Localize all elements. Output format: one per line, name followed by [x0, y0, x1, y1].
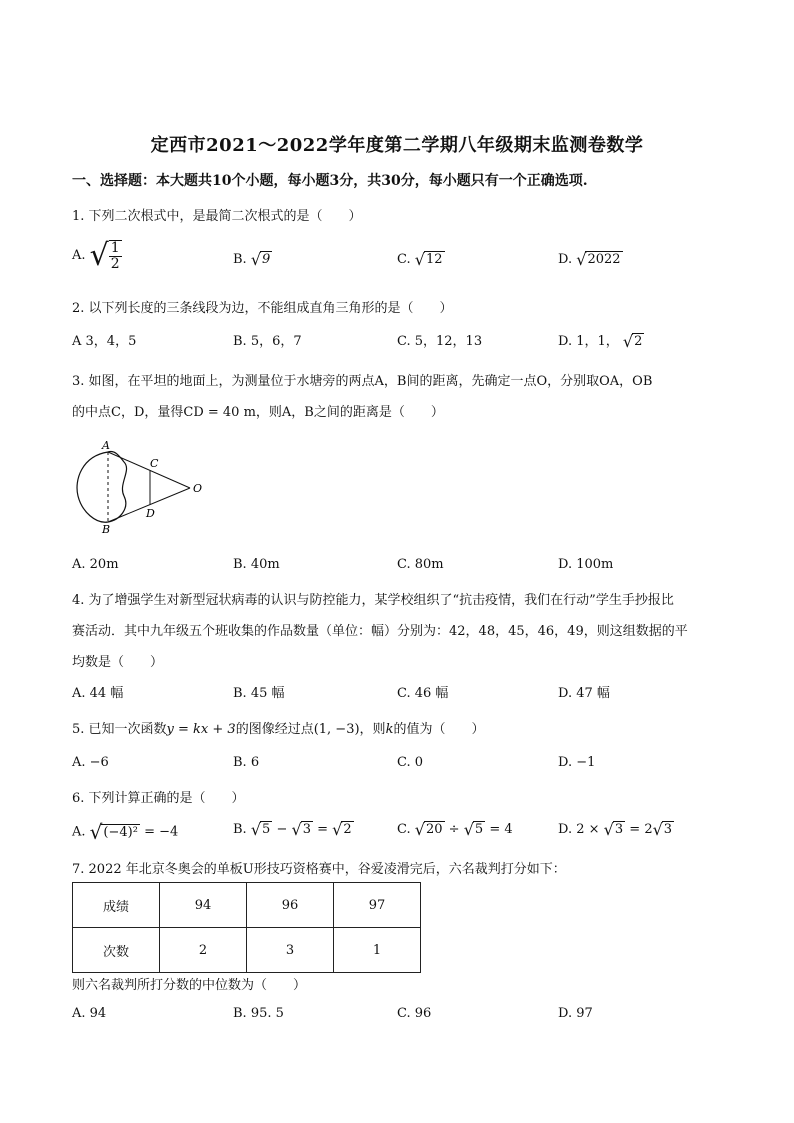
q5-option-c: C. 0: [397, 755, 424, 770]
q3-option-a: A. 20m: [72, 557, 119, 572]
q1-option-b: B. √9: [233, 250, 271, 269]
table-cell: 2: [160, 928, 247, 973]
q7-stem: 7. 2022 年北京冬奥会的单板U形技巧资格赛中，谷爱凌滑完后，六名裁判打分如下：: [72, 862, 566, 877]
table-header-cell: 次数: [73, 928, 160, 973]
q2-option-a: A 3，4，5: [72, 334, 137, 349]
segment-ao: [108, 452, 190, 488]
label-d: D: [146, 507, 155, 520]
q2-option-d: D. 1，1， √2: [558, 332, 643, 351]
q3-option-d: D. 100m: [558, 557, 614, 572]
q7-option-d: D. 97: [558, 1006, 593, 1021]
q5-stem: 5. 已知一次函数y = kx + 3的图像经过点(1, −3)，则k的值为（ ）: [72, 722, 485, 737]
q1-option-a: A. √ $\frac{1}{2}$: [72, 238, 120, 273]
label-a: A: [102, 440, 110, 452]
q4-line3: 均数是（ ）: [72, 655, 164, 670]
table-row: [73, 883, 421, 928]
q6-stem: 6. 下列计算正确的是（ ）: [72, 791, 245, 806]
q4-option-a: A. 44 幅: [72, 686, 124, 701]
q1-a-sqrt: √ $\frac{1}{2}$: [89, 238, 120, 273]
q6-option-b: B. √5 − √3 = √2: [233, 820, 352, 839]
score-table: [72, 882, 421, 973]
q7-option-c: C. 96: [397, 1006, 432, 1021]
q1-option-d: D. √2022: [558, 250, 621, 269]
q3-line1: 3. 如图，在平坦的地面上，为测量位于水塘旁的两点A，B间的距离，先确定一点O，分别取OA，OB: [72, 374, 653, 389]
table-cell: 97: [334, 883, 421, 928]
q2-option-c: C. 5，12，13: [397, 334, 483, 349]
page-title: 定西市2021～2022学年度第二学期八年级期末监测卷数学: [150, 135, 644, 156]
q2-stem: 2. 以下列长度的三条线段为边，不能组成直角三角形的是（ ）: [72, 301, 453, 316]
q6-option-a: A. √(−4)² = −4: [72, 820, 179, 844]
q1-option-c: C. √12: [397, 250, 443, 269]
section-heading: 一、选择题：本大题共10个小题，每小题3分，共30分，每小题只有一个正确选项.: [72, 173, 588, 189]
q7-option-a: A. 94: [72, 1006, 107, 1021]
q6-option-d: D. 2 × √3 = 2√3: [558, 820, 673, 839]
q3-line2: 的中点C，D，量得CD = 40 m，则A，B之间的距离是（ ）: [72, 405, 444, 420]
q5-option-a: A. −6: [72, 755, 109, 770]
pond-figure: [72, 440, 212, 535]
q6-option-c: C. √20 ÷ √5 = 4: [397, 820, 513, 839]
q7-question: 则六名裁判所打分数的中位数为（ ）: [72, 978, 307, 993]
q4-option-d: D. 47 幅: [558, 686, 610, 701]
table-cell: 3: [247, 928, 334, 973]
q5-option-d: D. −1: [558, 755, 596, 770]
table-cell: 96: [247, 883, 334, 928]
label-c: C: [150, 457, 159, 470]
q4-option-c: C. 46 幅: [397, 686, 449, 701]
pond-outline: [77, 451, 127, 522]
q4-line2: 赛活动．其中九年级五个班收集的作品数量（单位：幅）分别为：42，48，45，46，49，则这组数据的平: [72, 624, 688, 639]
table-row: [73, 928, 421, 973]
q4-option-b: B. 45 幅: [233, 686, 285, 701]
table-cell: 94: [160, 883, 247, 928]
q3-option-c: C. 80m: [397, 557, 444, 572]
q4-line1: 4. 为了增强学生对新型冠状病毒的认识与防控能力，某学校组织了“抗击疫情，我们在行动”学生手抄报比: [72, 593, 674, 608]
q5-point: (1, −3): [313, 722, 360, 737]
table-cell: 1: [334, 928, 421, 973]
q3-option-b: B. 40m: [233, 557, 280, 572]
label-o: O: [193, 482, 203, 495]
q1-stem: 1. 下列二次根式中，是最简二次根式的是（ ）: [72, 209, 362, 224]
label-b: B: [102, 523, 111, 535]
q5-option-b: B. 6: [233, 755, 260, 770]
q5-function: y = kx + 3: [166, 722, 236, 737]
q7-option-b: B. 95. 5: [233, 1006, 284, 1021]
q2-option-b: B. 5，6，7: [233, 334, 302, 349]
table-header-cell: 成绩: [73, 883, 160, 928]
